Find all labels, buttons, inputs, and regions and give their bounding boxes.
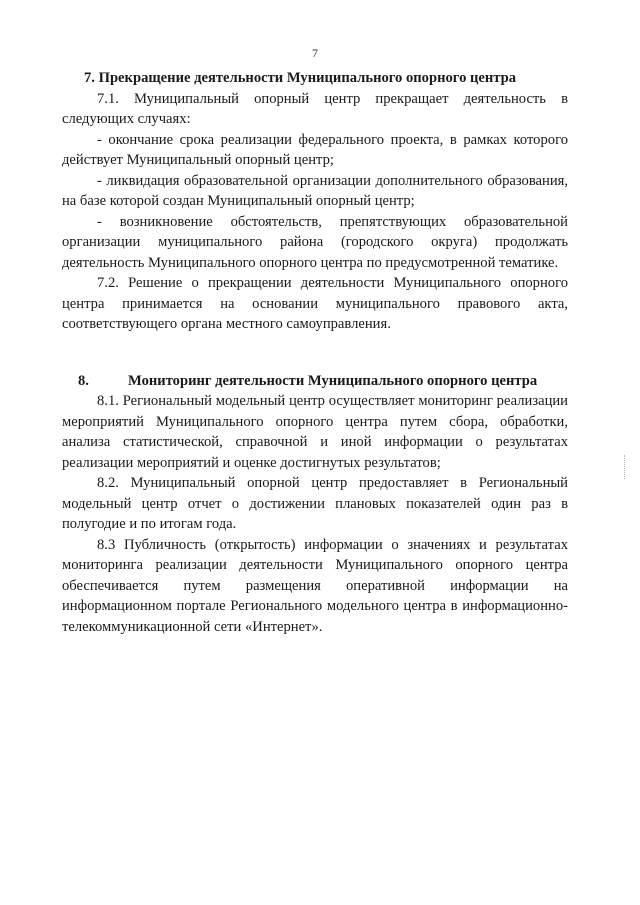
section-7-paragraph: - окончание срока реализации федерального проекта, в рамках которого действует Муниципальный опорный центр; <box>62 131 568 168</box>
section-8-paragraph: 8.2. Муниципальный опорной центр предоставляет в Региональный модельный центр отчет о достижении плановых показателей один раз в полугодие и по итогам года. <box>62 475 568 532</box>
section-8-number: 8. <box>78 372 89 389</box>
section-8-paragraph: 8.3 Публичность (открытость) информации о значениях и результатах мониторинга реализации деятельности Муниципального опорного центра обеспечивается путем размещения оперативной информации на информационном портале Регионального модельного центра в информационно-телекоммуникационной сети «Интернет». <box>62 536 568 635</box>
scan-artifact <box>624 455 627 479</box>
section-7-paragraph: 7.1. Муниципальный опорный центр прекращает деятельность в следующих случаях: <box>62 90 568 127</box>
document-body <box>62 68 568 637</box>
section-7-paragraph: - возникновение обстоятельств, препятствующих образовательной организации муниципального района (городского округа) продолжать деятельность Муниципального опорного центра по предусмотренной тематике. <box>62 213 568 271</box>
section-8-title: Мониторинг деятельности Муниципального опорного центра <box>128 372 538 389</box>
section-7-paragraph: 7.2. Решение о прекращении деятельности Муниципального опорного центра принимается на основании муниципального правового акта, соответствующего органа местного самоуправления. <box>62 275 568 332</box>
section-7-heading: 7. Прекращение деятельности Муниципального опорного центра <box>84 70 517 86</box>
page-number: 7 <box>312 46 318 60</box>
section-8-heading <box>62 371 568 392</box>
section-8-paragraph: 8.1. Региональный модельный центр осуществляет мониторинг реализации мероприятий Муниципального опорного центра путем сбора, обработки, анализа статистической, справочной и иной информации о результатах реализации мероприятий и оценке достигнутых результатов; <box>62 393 568 471</box>
section-7-paragraph: - ликвидация образовательной организации дополнительного образования, на базе которой создан Муниципальный опорный центр; <box>62 172 568 209</box>
